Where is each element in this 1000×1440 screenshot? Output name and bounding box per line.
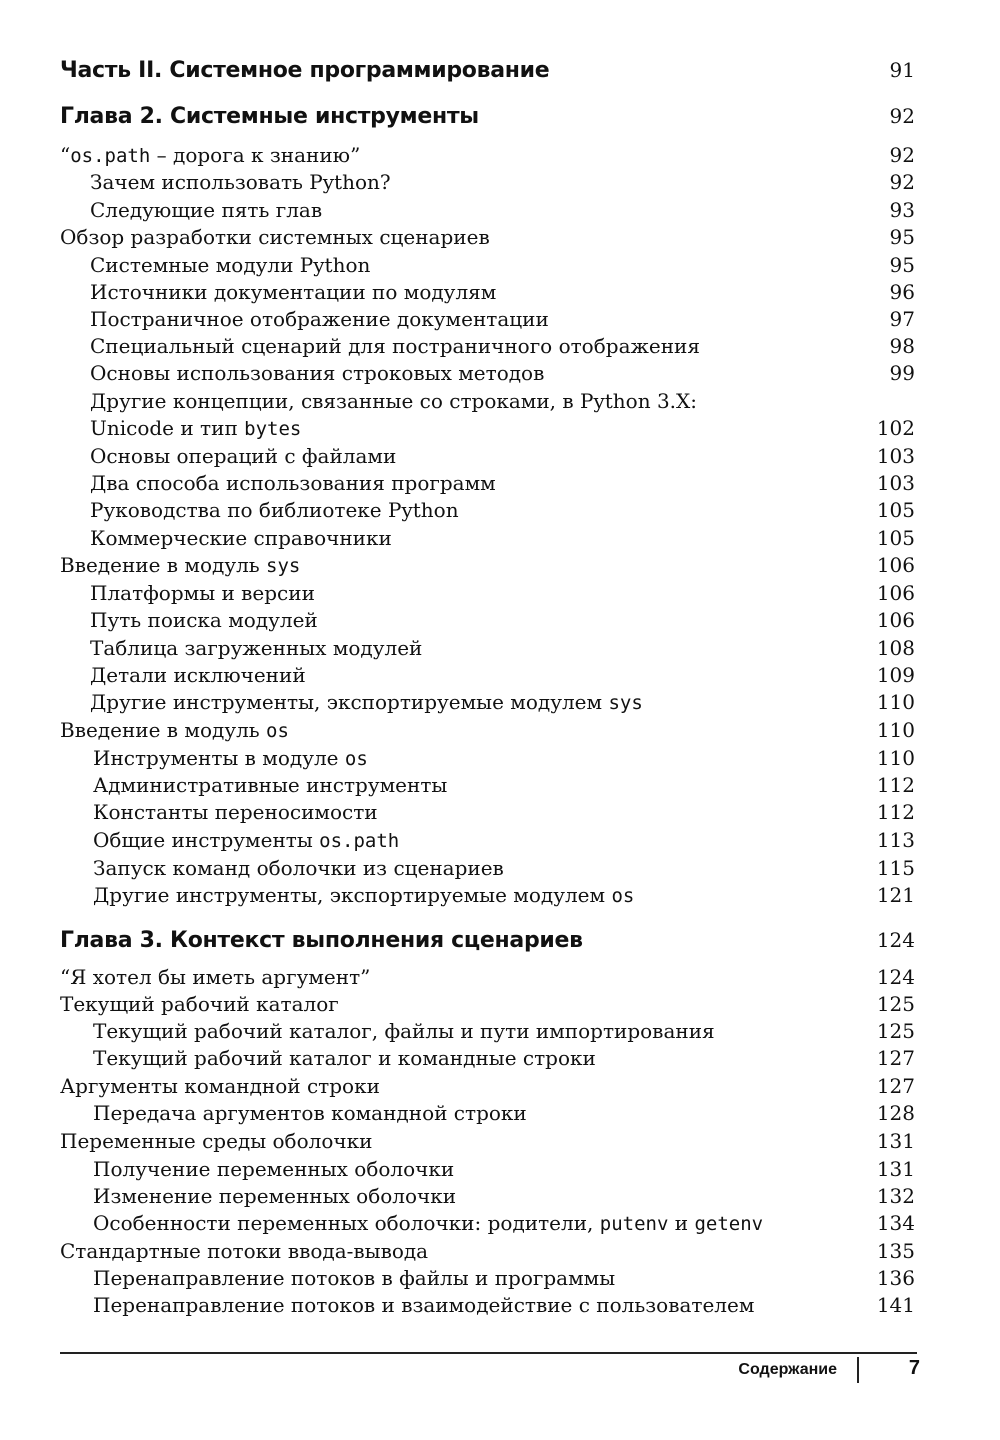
toc-page-number: 105 bbox=[876, 526, 915, 550]
toc-entry[interactable] bbox=[93, 746, 915, 770]
toc-entry-text: Переменные среды оболочки bbox=[60, 1129, 373, 1153]
toc-page-number: 92 bbox=[889, 170, 915, 194]
toc-entry-text: Основы операций с файлами bbox=[90, 444, 397, 468]
toc-entry[interactable] bbox=[90, 280, 915, 304]
toc-entry[interactable] bbox=[60, 553, 915, 577]
footer-rule bbox=[60, 1352, 917, 1354]
toc-page-number: 91 bbox=[889, 58, 915, 82]
toc-entry[interactable] bbox=[93, 800, 915, 824]
toc-chapter-3[interactable] bbox=[60, 928, 915, 953]
toc-entry[interactable] bbox=[60, 965, 915, 989]
toc-entry[interactable] bbox=[60, 1239, 915, 1263]
toc-entry-code: os.path bbox=[70, 145, 151, 167]
toc-entry[interactable] bbox=[90, 581, 915, 605]
toc-page-number: 96 bbox=[889, 280, 915, 304]
toc-page-number: 106 bbox=[876, 608, 915, 632]
toc-entry[interactable] bbox=[93, 883, 915, 907]
toc-entry[interactable] bbox=[93, 1101, 915, 1125]
toc-entry-text: Получение переменных оболочки bbox=[93, 1157, 455, 1181]
toc-entry[interactable] bbox=[90, 361, 915, 385]
toc-entry-code: os bbox=[266, 720, 289, 742]
toc-entry[interactable] bbox=[90, 416, 915, 440]
toc-page-number: 93 bbox=[889, 198, 915, 222]
toc-entry[interactable] bbox=[93, 1266, 915, 1290]
footer-page-number: 7 bbox=[908, 1357, 920, 1379]
toc-page-number: 131 bbox=[876, 1157, 915, 1181]
toc-entry-text: – дорога к знанию” bbox=[150, 143, 361, 167]
toc-page-number: 131 bbox=[876, 1129, 915, 1153]
toc-entry-text: “Я хотел бы иметь аргумент” bbox=[60, 965, 371, 989]
toc-entry[interactable] bbox=[93, 1157, 915, 1181]
toc-page-number: 141 bbox=[876, 1293, 915, 1317]
toc-page-number: 109 bbox=[876, 663, 915, 687]
toc-entry-text: Стандартные потоки ввода-вывода bbox=[60, 1239, 429, 1263]
toc-page-number: 99 bbox=[889, 361, 915, 385]
toc-entry[interactable] bbox=[60, 718, 915, 742]
toc-entry[interactable] bbox=[93, 773, 915, 797]
toc-entry-code: sys bbox=[608, 692, 643, 714]
toc-entry[interactable] bbox=[90, 444, 915, 468]
toc-entry-text: Другие инструменты, экспортируемые модулем bbox=[93, 883, 612, 907]
toc-page-number: 106 bbox=[876, 581, 915, 605]
toc-entry-text: Другие концепции, связанные со строками, в Python 3.X: bbox=[90, 389, 698, 413]
toc-entry-text: Текущий рабочий каталог и командные строки bbox=[93, 1046, 596, 1070]
toc-entry[interactable] bbox=[60, 1129, 915, 1153]
toc-page-number: 92 bbox=[889, 104, 915, 128]
toc-entry-text: Руководства по библиотеке Python bbox=[90, 498, 459, 522]
toc-page-number: 134 bbox=[876, 1211, 915, 1235]
toc-entry-text: Другие инструменты, экспортируемые модулем bbox=[90, 690, 609, 714]
toc-entry[interactable] bbox=[93, 1184, 915, 1208]
toc-entry-text: Введение в модуль bbox=[60, 553, 267, 577]
toc-page-number: 136 bbox=[876, 1266, 915, 1290]
toc-entry-code: os bbox=[344, 748, 368, 770]
toc-entry[interactable] bbox=[90, 526, 915, 550]
toc-entry-text: Детали исключений bbox=[90, 663, 306, 687]
toc-entry[interactable] bbox=[90, 198, 915, 222]
toc-entry-text: Перенаправление потоков в файлы и программы bbox=[93, 1266, 616, 1290]
toc-entry[interactable] bbox=[90, 389, 915, 413]
toc-entry-text: Запуск команд оболочки из сценариев bbox=[93, 856, 504, 880]
toc-entry[interactable] bbox=[93, 1211, 915, 1235]
toc-entry-text: Специальный сценарий для постраничного отображения bbox=[90, 334, 700, 358]
footer-section-label: Содержание bbox=[738, 1361, 837, 1378]
toc-entry-text: Особенности переменных оболочки: родители, bbox=[93, 1211, 600, 1235]
toc-entry-text: Текущий рабочий каталог, файлы и пути импортирования bbox=[93, 1019, 715, 1043]
toc-entry[interactable] bbox=[90, 498, 915, 522]
footer-divider bbox=[857, 1357, 859, 1383]
toc-page-number: 132 bbox=[876, 1184, 915, 1208]
toc-page-number: 103 bbox=[876, 471, 915, 495]
toc-page-number: 103 bbox=[876, 444, 915, 468]
toc-entry-text: Следующие пять глав bbox=[90, 198, 323, 222]
toc-page-number: 105 bbox=[876, 498, 915, 522]
toc-entry[interactable] bbox=[90, 471, 915, 495]
toc-entry[interactable] bbox=[60, 992, 915, 1016]
toc-page-number: 124 bbox=[876, 928, 915, 952]
toc-entry-text: Unicode и тип bbox=[90, 416, 245, 440]
toc-page-number: 97 bbox=[889, 307, 915, 331]
toc-page-number: 112 bbox=[876, 800, 915, 824]
toc-entry-text: Введение в модуль bbox=[60, 718, 267, 742]
toc-entry[interactable] bbox=[90, 170, 915, 194]
toc-entry-text: Аргументы командной строки bbox=[60, 1074, 380, 1098]
toc-entry-code: os bbox=[611, 885, 635, 907]
toc-page-number: 98 bbox=[889, 334, 915, 358]
toc-page-number: 108 bbox=[876, 636, 915, 660]
toc-page-number: 115 bbox=[876, 856, 915, 880]
toc-entry-code: getenv bbox=[694, 1213, 764, 1235]
toc-page-number: 127 bbox=[876, 1074, 915, 1098]
toc-entry-text: Обзор разработки системных сценариев bbox=[60, 225, 490, 249]
toc-part-title: Часть II. Системное программирование bbox=[60, 58, 550, 83]
toc-entry[interactable] bbox=[90, 690, 915, 714]
toc-entry[interactable] bbox=[90, 663, 915, 687]
toc-entry-code: putenv bbox=[599, 1213, 669, 1235]
toc-entry[interactable] bbox=[60, 143, 915, 167]
toc-page-number: 128 bbox=[876, 1101, 915, 1125]
toc-entry-text: Постраничное отображение документации bbox=[90, 307, 549, 331]
toc-chapter-title: Глава 3. Контекст выполнения сценариев bbox=[60, 928, 583, 953]
toc-page-number: 95 bbox=[889, 225, 915, 249]
toc-page-number: 102 bbox=[876, 416, 915, 440]
toc-entry[interactable] bbox=[90, 253, 915, 277]
toc-page-number: 106 bbox=[876, 553, 915, 577]
toc-entry-text: Инструменты в модуле bbox=[93, 746, 345, 770]
toc-page-number: 110 bbox=[876, 690, 915, 714]
toc-page-number: 125 bbox=[876, 992, 915, 1016]
toc-page-number: 95 bbox=[889, 253, 915, 277]
toc-entry[interactable] bbox=[93, 828, 915, 852]
toc-page-number: 113 bbox=[876, 828, 915, 852]
toc-entry[interactable] bbox=[60, 1074, 915, 1098]
toc-part-2[interactable] bbox=[60, 58, 915, 83]
toc-entry-text: Системные модули Python bbox=[90, 253, 371, 277]
toc-page-number: 110 bbox=[876, 718, 915, 742]
toc-entry-text: Два способа использования программ bbox=[90, 471, 496, 495]
toc-entry[interactable] bbox=[90, 334, 915, 358]
toc-entry-text: Коммерческие справочники bbox=[90, 526, 392, 550]
toc-entry[interactable] bbox=[93, 856, 915, 880]
toc-page-number: 135 bbox=[876, 1239, 915, 1263]
toc-entry[interactable] bbox=[93, 1046, 915, 1070]
toc-entry-code: sys bbox=[266, 555, 301, 577]
toc-entry-text: Константы переносимости bbox=[93, 800, 378, 824]
toc-entry-text: Основы использования строковых методов bbox=[90, 361, 545, 385]
toc-entry-text: Общие инструменты bbox=[93, 828, 320, 852]
toc-page-number: 127 bbox=[876, 1046, 915, 1070]
toc-page-number: 92 bbox=[889, 143, 915, 167]
toc-page-number: 110 bbox=[876, 746, 915, 770]
toc-entry-text: Передача аргументов командной строки bbox=[93, 1101, 527, 1125]
toc-entry-text: и bbox=[668, 1211, 695, 1235]
toc-entry[interactable] bbox=[90, 636, 915, 660]
toc-entry-text: Таблица загруженных модулей bbox=[90, 636, 423, 660]
toc-entry-text: Административные инструменты bbox=[93, 773, 448, 797]
toc-entry-text: Платформы и версии bbox=[90, 581, 315, 605]
toc-entry[interactable] bbox=[93, 1019, 915, 1043]
toc-entry-text: “ bbox=[60, 143, 71, 167]
toc-entry-text: Текущий рабочий каталог bbox=[60, 992, 339, 1016]
toc-chapter-title: Глава 2. Системные инструменты bbox=[60, 104, 479, 129]
toc-entry[interactable] bbox=[90, 608, 915, 632]
toc-page-number: 124 bbox=[876, 965, 915, 989]
toc-entry-text: Зачем использовать Python? bbox=[90, 170, 391, 194]
toc-page-number: 121 bbox=[876, 883, 915, 907]
toc-page-number: 125 bbox=[876, 1019, 915, 1043]
toc-chapter-2[interactable] bbox=[60, 104, 915, 129]
toc-entry-text: Перенаправление потоков и взаимодействие с пользователем bbox=[93, 1293, 755, 1317]
toc-entry[interactable] bbox=[60, 225, 915, 249]
toc-entry-text: Изменение переменных оболочки bbox=[93, 1184, 457, 1208]
toc-entry-code: bytes bbox=[244, 418, 302, 440]
toc-page-number: 112 bbox=[876, 773, 915, 797]
toc-entry-text: Путь поиска модулей bbox=[90, 608, 318, 632]
toc-entry-text: Источники документации по модулям bbox=[90, 280, 497, 304]
toc-entry[interactable] bbox=[90, 307, 915, 331]
toc-entry[interactable] bbox=[93, 1293, 915, 1317]
toc-entry-code: os.path bbox=[319, 830, 400, 852]
